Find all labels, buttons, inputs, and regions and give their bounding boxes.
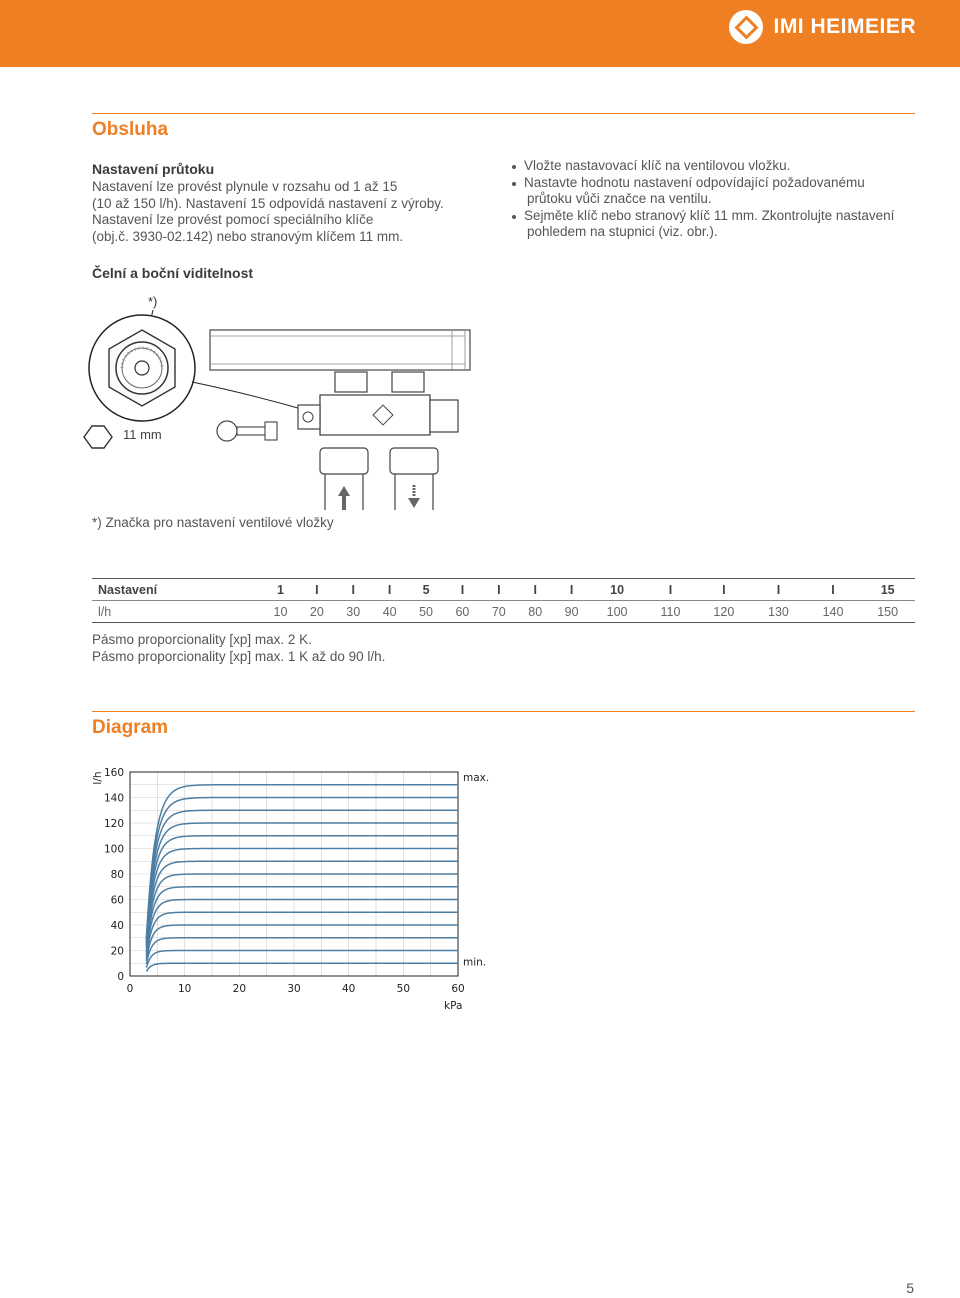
series-line xyxy=(146,798,458,940)
note-line: Pásmo proporcionality [xp] max. 2 K. xyxy=(92,632,312,647)
table-cell: I xyxy=(335,579,371,601)
y-tick-label: 20 xyxy=(110,945,124,958)
flow-line: (obj.č. 3930-02.142) nebo stranovým klíčem 11 mm. xyxy=(92,228,404,244)
table-header-cell: Nastavení xyxy=(92,579,262,601)
x-axis-label: kPa xyxy=(444,1000,463,1012)
table-cell: 10 xyxy=(262,601,298,623)
table-cell: I xyxy=(517,579,553,601)
section-title-obsluha: Obsluha xyxy=(92,119,169,140)
table-cell: 10 xyxy=(590,579,645,601)
y-tick-label: 40 xyxy=(110,920,124,932)
x-tick-label: 40 xyxy=(341,983,356,995)
flow-line: Nastavení lze provést pomocí speciálního klíče xyxy=(92,212,374,227)
series-line xyxy=(146,887,458,953)
flow-paragraph xyxy=(92,179,444,245)
header-bar xyxy=(0,0,960,67)
y-axis-label: l/h xyxy=(92,771,104,785)
setting-key-icon xyxy=(217,421,237,441)
y-tick-label: 80 xyxy=(110,869,124,881)
table-cell: I xyxy=(371,579,407,601)
min-annotation: min. xyxy=(463,956,487,969)
table-cell: I xyxy=(299,579,335,601)
x-tick-label: 10 xyxy=(177,983,192,995)
table-cell: 5 xyxy=(408,579,444,601)
hex-size-label: 11 mm xyxy=(123,427,162,442)
flow-pressure-chart xyxy=(88,760,508,1016)
x-tick-label: 30 xyxy=(287,983,301,995)
table-cell: I xyxy=(751,579,806,601)
brand-name: IMI HEIMEIER xyxy=(773,15,916,38)
page-number: 5 xyxy=(906,1280,914,1296)
section-rule xyxy=(92,711,915,712)
table-cell: 80 xyxy=(517,601,553,623)
y-tick-label: 140 xyxy=(103,792,124,805)
visibility-heading: Čelní a boční viditelnost xyxy=(92,265,254,281)
table-cell: 1 xyxy=(262,579,298,601)
bullet-item: Nastavte hodnotu nastavení odpovídající požadovanému průtoku vůči značce na ventilu. xyxy=(512,175,894,208)
table-cell: I xyxy=(444,579,480,601)
table-cell: 20 xyxy=(299,601,335,623)
series-line xyxy=(146,810,458,941)
table-row-settings xyxy=(92,579,915,601)
table-cell: I xyxy=(697,579,752,601)
table-cell: 100 xyxy=(590,601,645,623)
proportional-band-notes xyxy=(92,632,385,665)
table-cell: 90 xyxy=(553,601,589,623)
y-tick-label: 160 xyxy=(103,767,124,779)
series-line xyxy=(146,963,458,971)
imi-diamond-logo-icon xyxy=(729,10,763,44)
table-cell: I xyxy=(553,579,589,601)
star-label: *) xyxy=(148,294,158,309)
table-cell: 110 xyxy=(644,601,696,623)
y-tick-label: 0 xyxy=(117,971,124,983)
flow-line: Nastavení lze provést plynule v rozsahu od 1 až 15 xyxy=(92,179,398,194)
x-tick-label: 50 xyxy=(396,983,411,995)
brand xyxy=(729,7,916,47)
note-line: Pásmo proporcionality [xp] max. 1 K až do 90 l/h. xyxy=(92,648,386,664)
series-line xyxy=(146,849,458,946)
table-row-flow xyxy=(92,601,915,623)
table-cell: I xyxy=(481,579,517,601)
table-cell: I xyxy=(806,579,861,601)
table-header-cell: l/h xyxy=(92,601,262,623)
y-tick-label: 100 xyxy=(103,843,124,856)
series-line xyxy=(146,836,458,944)
section-title-diagram: Diagram xyxy=(92,717,169,738)
flow-heading: Nastavení průtoku xyxy=(92,161,215,177)
flow-up-arrow-icon xyxy=(338,486,350,510)
table-cell: 60 xyxy=(444,601,480,623)
table-cell: 130 xyxy=(751,601,806,623)
bullet-item: Sejměte klíč nebo stranový klíč 11 mm. Zkontrolujte nastavení pohledem na stupnici (viz. obr.). xyxy=(512,208,894,241)
bullet-item: Vložte nastavovací klíč na ventilovou vložku. xyxy=(512,158,894,175)
instruction-bullets xyxy=(512,158,894,241)
table-cell: 150 xyxy=(860,601,915,623)
table-cell: 120 xyxy=(697,601,752,623)
series-line xyxy=(146,951,458,968)
table-cell: 15 xyxy=(860,579,915,601)
series-line xyxy=(146,900,458,955)
flow-down-arrow-icon xyxy=(408,498,420,508)
hex-wrench-icon xyxy=(84,426,112,448)
table-cell: 30 xyxy=(335,601,371,623)
valve-illustration xyxy=(80,290,500,515)
y-tick-label: 120 xyxy=(103,818,124,830)
section-rule xyxy=(92,113,915,114)
x-tick-label: 0 xyxy=(126,983,134,995)
table-cell: I xyxy=(644,579,696,601)
table-cell: 40 xyxy=(371,601,407,623)
flow-line: (10 až 150 l/h). Nastavení 15 odpovídá nastavení z výroby. xyxy=(92,195,444,211)
table-cell: 140 xyxy=(806,601,861,623)
table-cell: 70 xyxy=(481,601,517,623)
settings-table xyxy=(92,578,915,623)
x-tick-label: 20 xyxy=(232,983,247,995)
footnote: *) Značka pro nastavení ventilové vložky xyxy=(92,515,334,530)
x-tick-label: 60 xyxy=(451,983,465,995)
y-tick-label: 60 xyxy=(110,894,124,907)
table-cell: 50 xyxy=(408,601,444,623)
max-annotation: max. xyxy=(463,771,490,784)
series-line xyxy=(146,925,458,961)
